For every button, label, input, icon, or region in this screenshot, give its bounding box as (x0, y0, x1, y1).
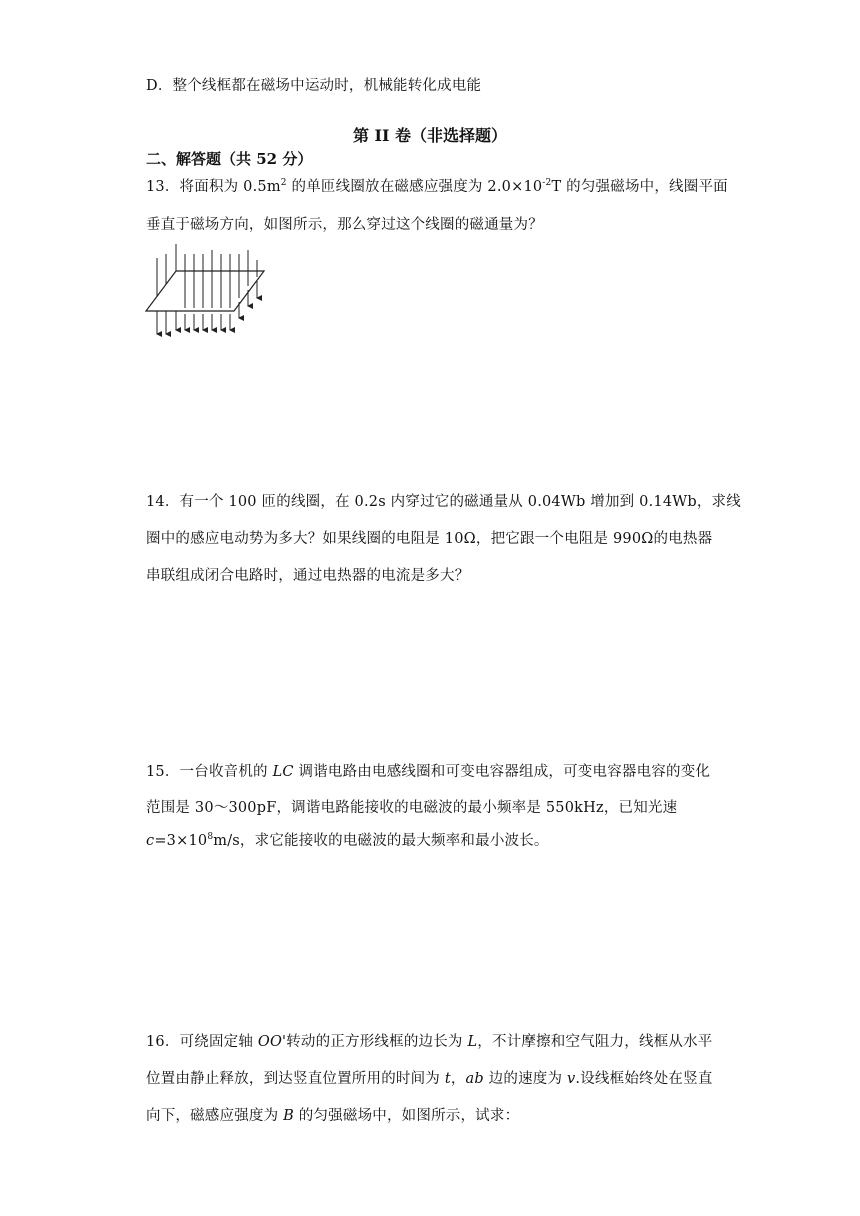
coil-magnetic-field-figure (140, 240, 275, 340)
section-heading: 二、解答题（共 52 分） (146, 150, 313, 168)
q16-line-3: 向下，磁感应强度为 B 的匀强磁场中，如图所示，试求： (146, 1108, 520, 1124)
q16-line-1: 16．可绕固定轴 OO'转动的正方形线框的边长为 L，不计摩擦和空气阻力，线框从水平 (146, 1034, 713, 1050)
q13-line-2: 垂直于磁场方向，如图所示，那么穿过这个线圈的磁通量为？ (146, 217, 543, 233)
q13-line-1: 13．将面积为 $0.5m^2$ 的单匝线圈放在磁感应强度为 $2.0\times 10^{-2}T$ 的匀强磁场中，线圈平面 (146, 178, 728, 195)
option-d-text: D．整个线框都在磁场中运动时，机械能转化成电能 (146, 78, 482, 94)
q16-line-2: 位置由静止释放，到达竖直位置所用的时间为 t，ab 边的速度为 v.设线框始终处在竖直 (146, 1071, 713, 1087)
q15-line-1: 15．一台收音机的 LC 调谐电路由电感线圈和可变电容器组成，可变电容器电容的变化 (146, 764, 711, 780)
field-lines (157, 244, 257, 334)
part-title: 第 II 卷（非选择题） (352, 126, 508, 145)
q14-line-3: 串联组成闭合电路时，通过电热器的电流是多大？ (146, 568, 470, 584)
q15-line-3: $c=3\times 10^8m/s$，求它能接收的电磁波的最大频率和最小波长。 (146, 832, 549, 849)
q14-line-2: 圈中的感应电动势为多大？如果线圈的电阻是 10Ω，把它跟一个电阻是 990Ω的电热器 (146, 531, 713, 547)
q15-line-2: 范围是 30～300pF，调谐电路能接收的电磁波的最小频率是 550kHz，已知光速 (146, 800, 678, 816)
coil-outline (146, 271, 264, 311)
q14-line-1: 14．有一个 100 匝的线圈，在 0.2s 内穿过它的磁通量从 0.04Wb 增加到 0.14Wb，求线 (146, 494, 741, 510)
